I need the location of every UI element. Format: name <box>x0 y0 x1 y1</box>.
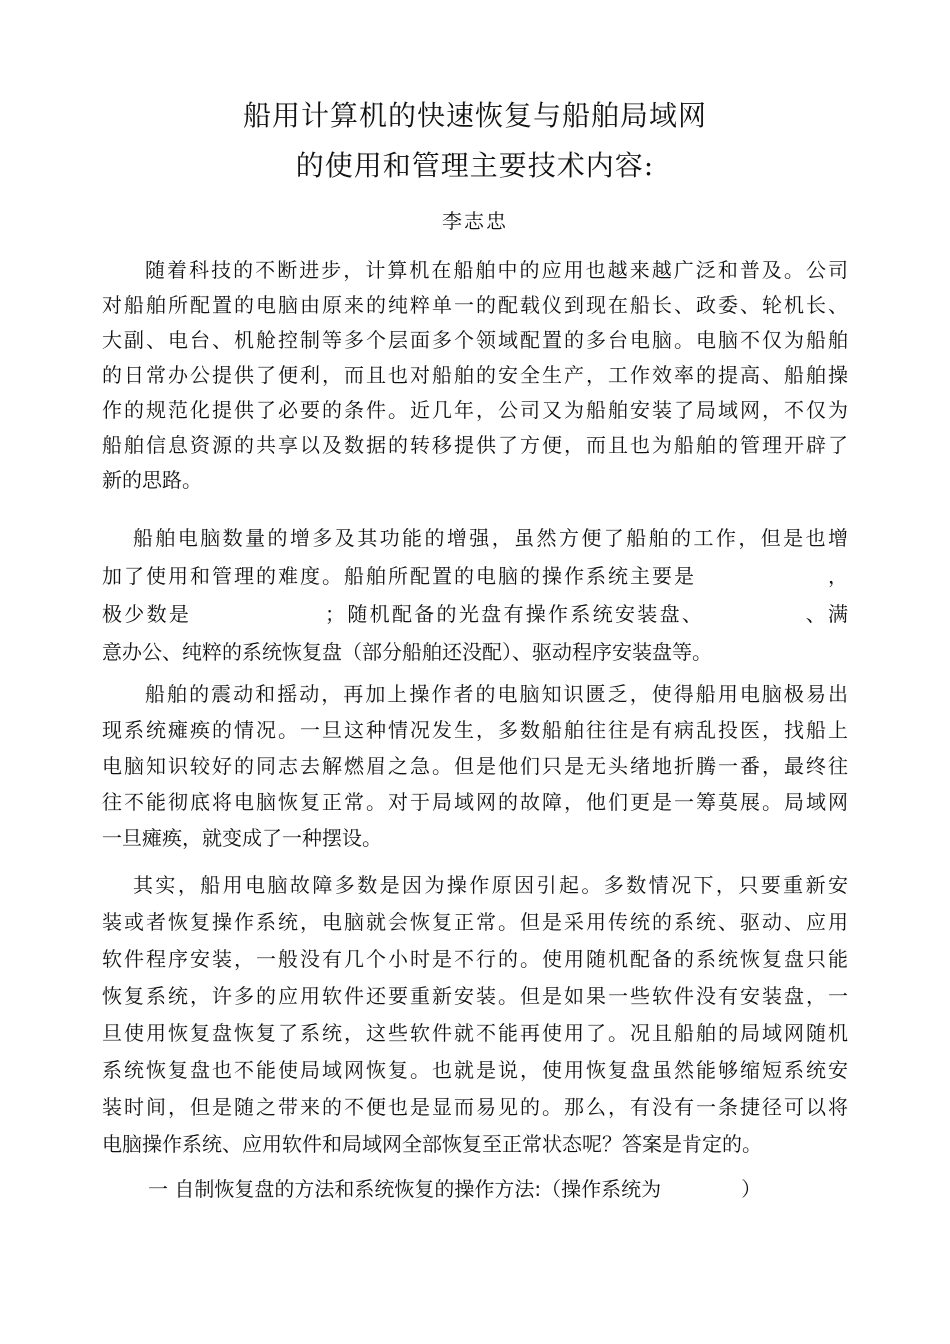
title-line-1: 船用计算机的快速恢复与船舶局域网 <box>242 99 707 132</box>
paragraph-3-line: 船舶的震动和摇动，再加上操作者的电脑知识匮乏，使得船用电脑极易出 <box>145 682 848 706</box>
paragraph-4-line: 旦使用恢复盘恢复了系统，这些软件就不能再使用了。况且船舶的局域网随机 <box>102 1021 848 1045</box>
title-line-2: 的使用和管理主要技术内容: <box>295 149 655 182</box>
paragraph-1-line: 大副、电台、机舱控制等多个层面多个领域配置的多台电脑。电脑不仅为船舶 <box>102 328 848 352</box>
paragraph-4-line: 装或者恢复操作系统，电脑就会恢复正常。但是采用传统的系统、驱动、应用 <box>102 910 848 934</box>
paragraph-1-line: 随着科技的不断进步，计算机在船舶中的应用也越来越广泛和普及。公司 <box>145 258 848 282</box>
paragraph-1-line: 船舶信息资源的共享以及数据的转移提供了方便，而且也为船舶的管理开辟了 <box>102 433 848 457</box>
paragraph-4-line: 电脑操作系统、应用软件和局域网全部恢复至正常状态呢？答案是肯定的。 <box>102 1132 762 1156</box>
author-name: 李志忠 <box>442 209 508 233</box>
paragraph-4-line: 软件程序安装，一般没有几个小时是不行的。使用随机配备的系统恢复盘只能 <box>102 947 848 971</box>
paragraph-4-line: 装时间，但是随之带来的不便也是显而易见的。那么，有没有一条捷径可以将 <box>102 1095 848 1119</box>
section-1-heading: 一 自制恢复盘的方法和系统恢复的操作方法:（操作系统为 ） <box>148 1177 762 1201</box>
paragraph-4-line: 其实，船用电脑故障多数是因为操作原因引起。多数情况下，只要重新安 <box>133 873 848 897</box>
paragraph-3-line: 现系统瘫痪的情况。一旦这种情况发生，多数船舶往往是有病乱投医，找船上 <box>102 718 848 742</box>
paragraph-3-line: 往不能彻底将电脑恢复正常。对于局域网的故障，他们更是一筹莫展。局域网 <box>102 790 848 814</box>
paragraph-2-line: 意办公、纯粹的系统恢复盘（部分船舶还没配）、驱动程序安装盘等。 <box>102 640 712 664</box>
paragraph-2-line: 极少数是 ；随机配备的光盘有操作系统安装盘、 、满 <box>102 602 848 626</box>
paragraph-1-line: 新的思路。 <box>102 468 202 492</box>
paragraph-3-line: 电脑知识较好的同志去解燃眉之急。但是他们只是无头绪地折腾一番，最终往 <box>102 754 848 778</box>
paragraph-2-line: 船舶电脑数量的增多及其功能的增强，虽然方便了船舶的工作，但是也增 <box>133 526 848 550</box>
paragraph-1-line: 对船舶所配置的电脑由原来的纯粹单一的配载仪到现在船长、政委、轮机长、 <box>102 293 848 317</box>
paragraph-4-line: 恢复系统，许多的应用软件还要重新安装。但是如果一些软件没有安装盘，一 <box>102 984 848 1008</box>
paragraph-4-line: 系统恢复盘也不能使局域网恢复。也就是说，使用恢复盘虽然能够缩短系统安 <box>102 1058 848 1082</box>
paragraph-1-line: 的日常办公提供了便利，而且也对船舶的安全生产，工作效率的提高、船舶操 <box>102 363 848 387</box>
paragraph-2-line: 加了使用和管理的难度。船舶所配置的电脑的操作系统主要是 ， <box>102 564 848 588</box>
paragraph-1-line: 作的规范化提供了必要的条件。近几年，公司又为船舶安装了局域网，不仅为 <box>102 398 848 422</box>
paragraph-3-line: 一旦瘫痪，就变成了一种摆设。 <box>102 826 382 850</box>
